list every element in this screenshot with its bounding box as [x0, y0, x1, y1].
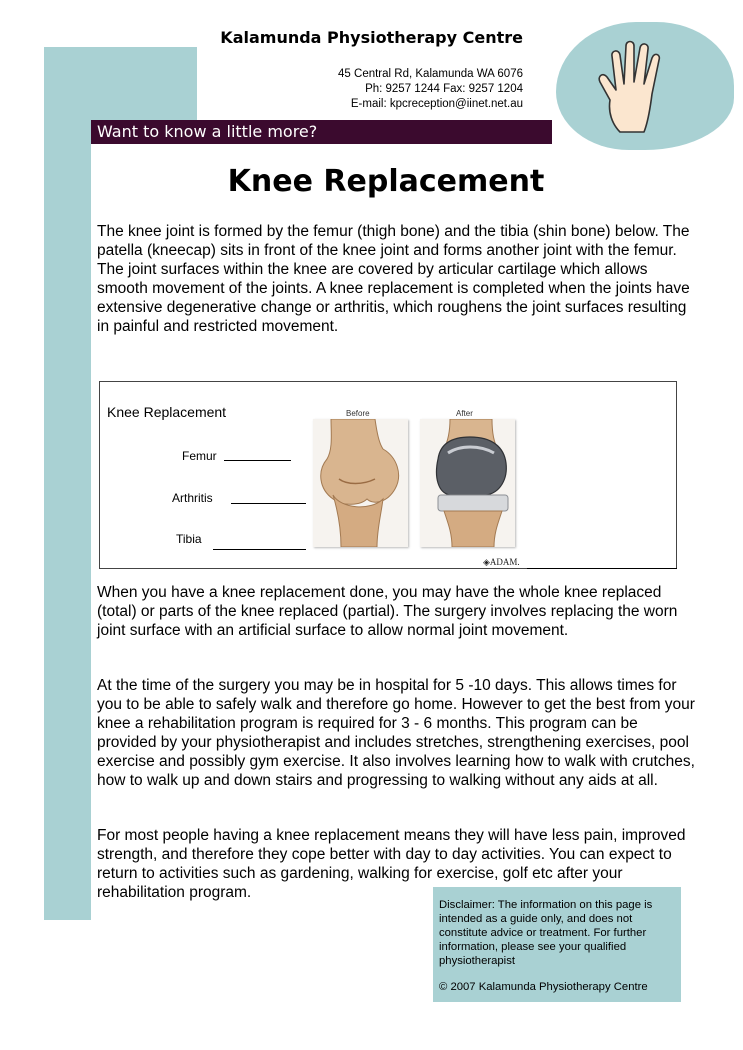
- knee-before-image: [313, 419, 408, 547]
- knee-figure: [99, 381, 677, 569]
- label-tibia: Tibia: [176, 532, 202, 546]
- disclaimer-text: Disclaimer: The information on this page is intended as a guide only, and does not constitute advice or treatment. For further information, please see your qualified physiotherapist: [439, 899, 653, 967]
- side-band: [44, 47, 91, 920]
- after-caption: After: [456, 409, 473, 418]
- contact-block: [338, 67, 523, 112]
- intro-paragraph: The knee joint is formed by the femur (thigh bone) and the tibia (shin bone) below. The patella (kneecap) sits in front of the knee joint and forms another joint with the femur. The joint surfaces within the knee are covered by articular cartilage which allows smooth movement of the joints. A knee replacement is completed when the joints have extensive degenerative change or arthritis, which roughens the joint surfaces resulting in painful and restricted movement.: [97, 223, 690, 335]
- hospital-paragraph: At the time of the surgery you may be in hospital for 5 -10 days. This allows times for you to be able to safely walk and therefore go home. However to get the best from your knee a rehabilitation program is required for 3 - 6 months. This program can be provided by your physiotherapist and includes stretches, strengthening exercises, pool exercise and possibly gym exercise. It also involves learning how to walk with crutches, how to walk up and down stairs and progressing to walking without any aids at all.: [97, 677, 695, 789]
- disclaimer-box: [433, 887, 681, 1002]
- outcome-paragraph: For most people having a knee replacement means they will have less pain, improved strength, and therefore they cope better with day to day activities. You can expect to return to activities such as gardening, walking for exercise, golf etc after your rehabilitation program.: [97, 827, 686, 901]
- header-band: [44, 47, 197, 120]
- femur-leader-line: [224, 460, 291, 461]
- copyright: © 2007 Kalamunda Physiotherapy Centre: [439, 981, 648, 993]
- figure-title: Knee Replacement: [107, 404, 227, 420]
- org-name: Kalamunda Physiotherapy Centre: [220, 28, 523, 47]
- adam-credit: ◈ADAM.: [483, 557, 520, 567]
- label-arthritis: Arthritis: [172, 491, 213, 505]
- page-title: Knee Replacement: [227, 164, 545, 199]
- surgery-paragraph: When you have a knee replacement done, you may have the whole knee replaced (total) or parts of the knee replaced (partial). The surgery involves replacing the worn joint surface with an artificial surface to allow normal joint movement.: [97, 584, 678, 639]
- knee-after-image: [420, 419, 515, 547]
- hand-icon: [590, 38, 674, 134]
- info-banner: Want to know a little more?: [91, 120, 552, 144]
- arthritis-leader-line: [231, 503, 306, 504]
- tibia-leader-line: [213, 549, 306, 550]
- before-caption: Before: [346, 409, 370, 418]
- label-femur: Femur: [182, 449, 217, 463]
- phone-fax: Ph: 9257 1244 Fax: 9257 1204: [365, 83, 523, 95]
- email: E-mail: kpcreception@iinet.net.au: [350, 98, 523, 110]
- address: 45 Central Rd, Kalamunda WA 6076: [338, 68, 523, 80]
- credit-line: [527, 568, 677, 569]
